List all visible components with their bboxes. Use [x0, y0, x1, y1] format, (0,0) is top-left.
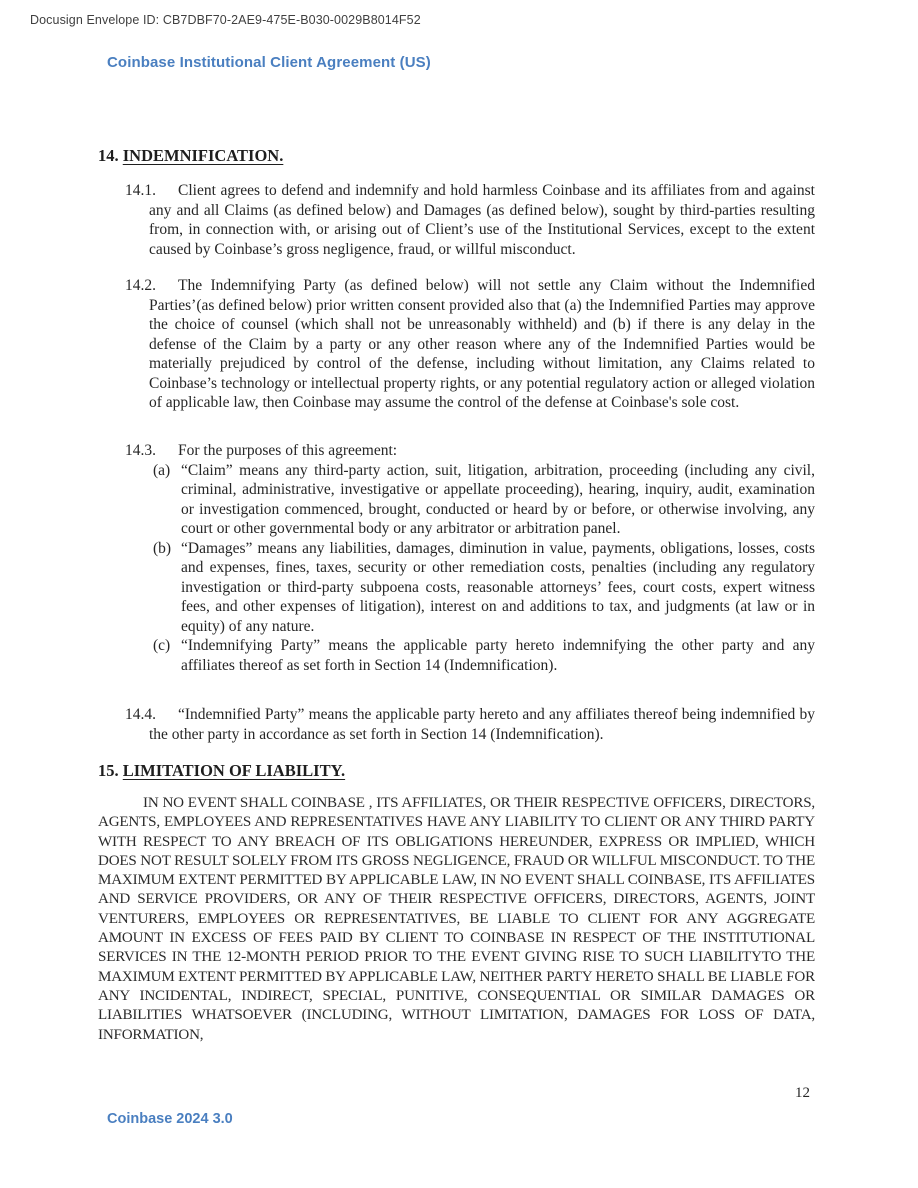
section-15-title: LIMITATION OF LIABILITY. — [122, 761, 346, 780]
clause-14-1-text: Client agrees to defend and indemnify and hold harmless Coinbase and its affiliates from and against any and all Claims (as defined below) and Damages (as defined below), sought by third-parties resulting from, in connection with, or arising out of Client’s use of the Institutional Services, except to the extent caused by Coinbase’s gross negligence, fraud, or willful misconduct. — [149, 182, 815, 258]
section-14-title: INDEMNIFICATION. — [122, 146, 284, 165]
section-14-heading — [98, 146, 283, 166]
definition-damages-marker: (b) — [153, 539, 172, 557]
definition-claim — [98, 461, 815, 539]
definition-indemnifying-party-text: “Indemnifying Party” means the applicable party hereto indemnifying the other party and any affiliates thereof as set forth in Section 14 (Indemnification). — [181, 637, 815, 674]
definition-indemnifying-party — [98, 636, 815, 675]
definition-claim-marker: (a) — [153, 461, 171, 479]
page-number: 12 — [795, 1085, 810, 1101]
clause-14-3-items — [98, 461, 815, 676]
definition-damages-text: “Damages” means any liabilities, damages, diminution in value, payments, obligations, losses, costs and expenses, fines, taxes, security or other remediation costs, penalties (including any regulatory investigation or third-party subpoena costs, reasonable attorneys’ fees, court costs, expert witness fees, and other expenses of litigation), interest on and additions to tax, and judgments (at law or in equity) of any nature. — [181, 539, 815, 635]
definition-damages — [98, 539, 815, 637]
clause-14-3-number: 14.3. — [125, 442, 156, 459]
clause-14-2-number: 14.2. — [125, 277, 156, 294]
clause-14-1 — [98, 181, 815, 259]
section-14-number: 14. — [98, 146, 119, 165]
clause-14-4-number: 14.4. — [125, 706, 156, 723]
section-15-heading — [98, 761, 345, 781]
document-body — [98, 0, 815, 1188]
document-title: Coinbase Institutional Client Agreement (US) — [107, 54, 431, 71]
limitation-of-liability-paragraph: IN NO EVENT SHALL COINBASE , ITS AFFILIATES, OR THEIR RESPECTIVE OFFICERS, DIRECTORS, AGENTS, EMPLOYEES AND REPRESENTATIVES HAVE ANY LIABILITY TO CLIENT OR ANY THIRD PARTY WITH RESPECT TO ANY BREACH OF ITS OBLIGATIONS HEREUNDER, EXPRESS OR IMPLIED, WHICH DOES NOT RESULT SOLELY FROM ITS GROSS NEGLIGENCE, FRAUD OR WILLFUL MISCONDUCT. TO THE MAXIMUM EXTENT PERMITTED BY APPLICABLE LAW, IN NO EVENT SHALL COINBASE, ITS AFFILIATES AND SERVICE PROVIDERS, OR ANY OF THEIR RESPECTIVE OFFICERS, DIRECTORS, AGENTS, JOINT VENTURERS, EMPLOYEES OR REPRESENTATIVES, BE LIABLE TO CLIENT FOR ANY AGGREGATE AMOUNT IN EXCESS OF FEES PAID BY CLIENT TO COINBASE IN RESPECT OF THE INSTITUTIONAL SERVICES IN THE 12-MONTH PERIOD PRIOR TO THE EVENT GIVING RISE TO SUCH LIABILITYTO THE MAXIMUM EXTENT PERMITTED BY APPLICABLE LAW, NEITHER PARTY HERETO SHALL BE LIABLE FOR ANY INCIDENTAL, INDIRECT, SPECIAL, PUNITIVE, CONSEQUENTIAL OR SIMILAR DAMAGES OR LIABILITIES WHATSOEVER (INCLUDING, WITHOUT LIMITATION, DAMAGES FOR LOSS OF DATA, INFORMATION, — [98, 795, 815, 1043]
definition-claim-text: “Claim” means any third-party action, suit, litigation, arbitration, proceeding (including any civil, criminal, administrative, investigative or appellate proceeding), hearing, inquiry, audit, examination or investigation commenced, brought, conducted or heard by or before, or otherwise involving, any court or other governmental body or any arbitrator or arbitration panel. — [181, 461, 815, 537]
section-15-number: 15. — [98, 761, 119, 780]
clause-14-3-intro: For the purposes of this agreement: — [178, 442, 398, 459]
clause-14-1-number: 14.1. — [125, 182, 156, 199]
clause-14-2 — [98, 276, 815, 413]
definition-indemnifying-party-marker: (c) — [153, 637, 171, 654]
clause-14-4-text: “Indemnified Party” means the applicable party hereto and any affiliates thereof being indemnified by the other party in accordance as set forth in Section 14 (Indemnification). — [149, 706, 815, 743]
clause-14-2-text: The Indemnifying Party (as defined below) will not settle any Claim without the Indemnified Parties’(as defined below) prior written consent provided also that (a) the Indemnified Parties may approve the choice of counsel (which shall not be unreasonably withheld) and (b) if there is any delay in the defense of the Claim by a party or any other reason where any of the Indemnified Parties would be materially prejudiced by control of the defense, including without limitation, any Claims related to Coinbase’s technology or intellectual property rights, or any potential regulatory action or alleged violation of applicable law, then Coinbase may assume the control of the defense at Coinbase's sole cost. — [149, 277, 815, 411]
footer-version: Coinbase 2024 3.0 — [107, 1111, 233, 1127]
clause-14-3 — [98, 441, 815, 675]
clause-14-4 — [98, 705, 815, 744]
docusign-envelope-id: Docusign Envelope ID: CB7DBF70-2AE9-475E-B030-0029B8014F52 — [30, 13, 421, 27]
